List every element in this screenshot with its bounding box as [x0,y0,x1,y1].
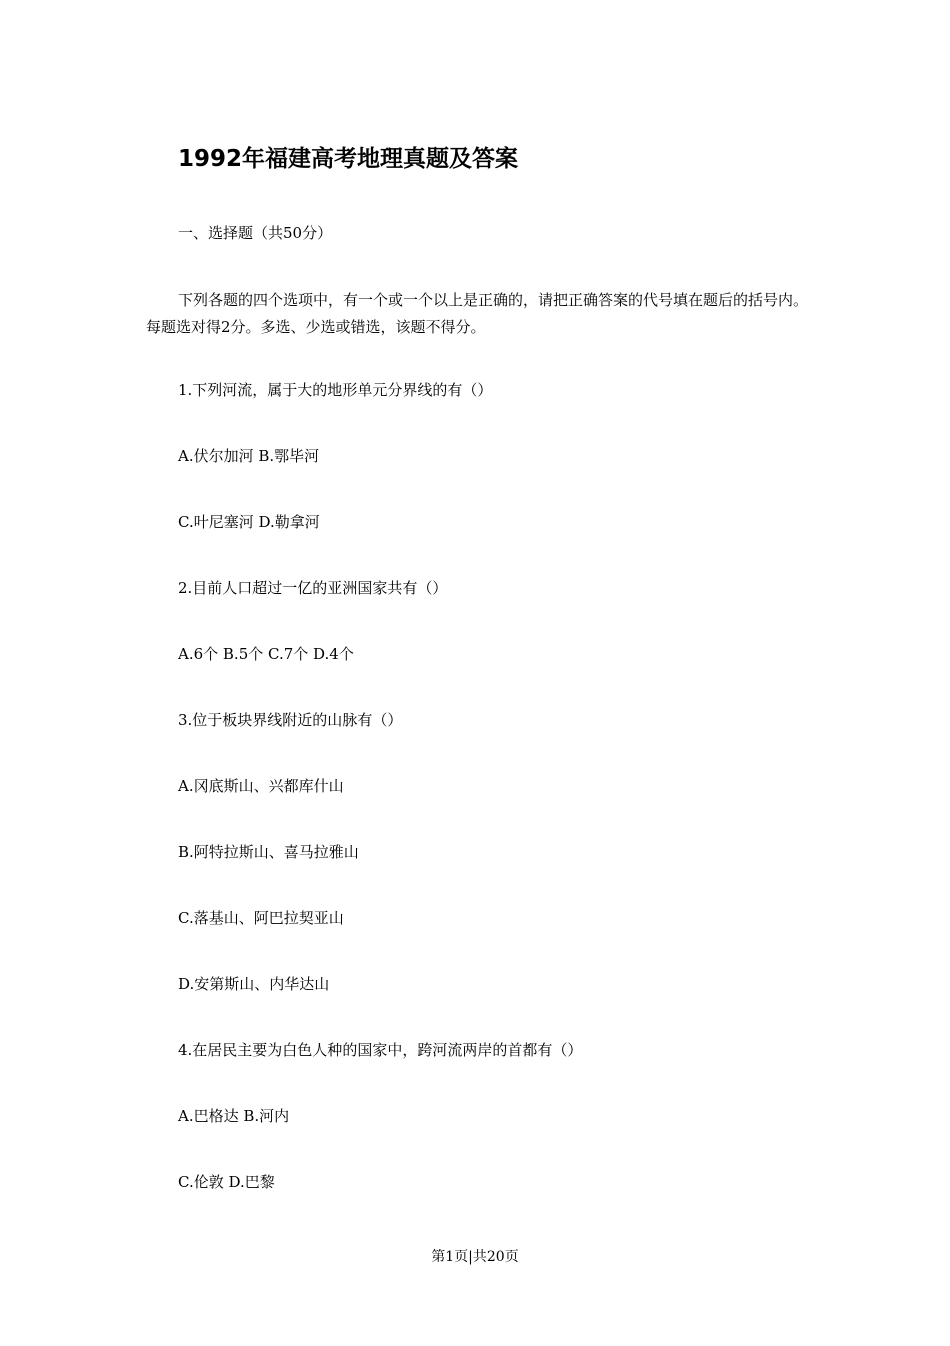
question-2-option-line-1: A.6个 B.5个 C.7个 D.4个 [178,645,354,663]
question-4-stem: 4.在居民主要为白色人种的国家中，跨河流两岸的首都有（） [178,1041,583,1059]
question-3-option-b: B.阿特拉斯山、喜马拉雅山 [178,843,359,861]
question-4-option-line-1: A.巴格达 B.河内 [178,1107,290,1125]
section-heading: 一、选择题（共50分） [178,224,333,242]
document-title: 1992年福建高考地理真题及答案 [178,146,519,172]
question-3-stem: 3.位于板块界线附近的山脉有（） [178,711,403,729]
question-3-option-a: A.冈底斯山、兴都库什山 [178,777,344,795]
instructions-paragraph: 下列各题的四个选项中，有一个或一个以上是正确的，请把正确答案的代号填在题后的括号内。每题选对得2分。多选、少选或错选，该题不得分。 [146,291,809,336]
question-3-option-d: D.安第斯山、内华达山 [178,975,330,993]
question-3-option-c: C.落基山、阿巴拉契亚山 [178,909,344,927]
question-4-option-line-2: C.伦敦 D.巴黎 [178,1173,275,1191]
question-1-stem: 1.下列河流，属于大的地形单元分界线的有（） [178,381,493,399]
page-footer: 第1页|共20页 [431,1249,519,1265]
question-1-option-line-1: A.伏尔加河 B.鄂毕河 [178,447,320,465]
question-2-stem: 2.目前人口超过一亿的亚洲国家共有（） [178,579,448,597]
question-1-option-line-2: C.叶尼塞河 D.勒拿河 [178,513,320,531]
